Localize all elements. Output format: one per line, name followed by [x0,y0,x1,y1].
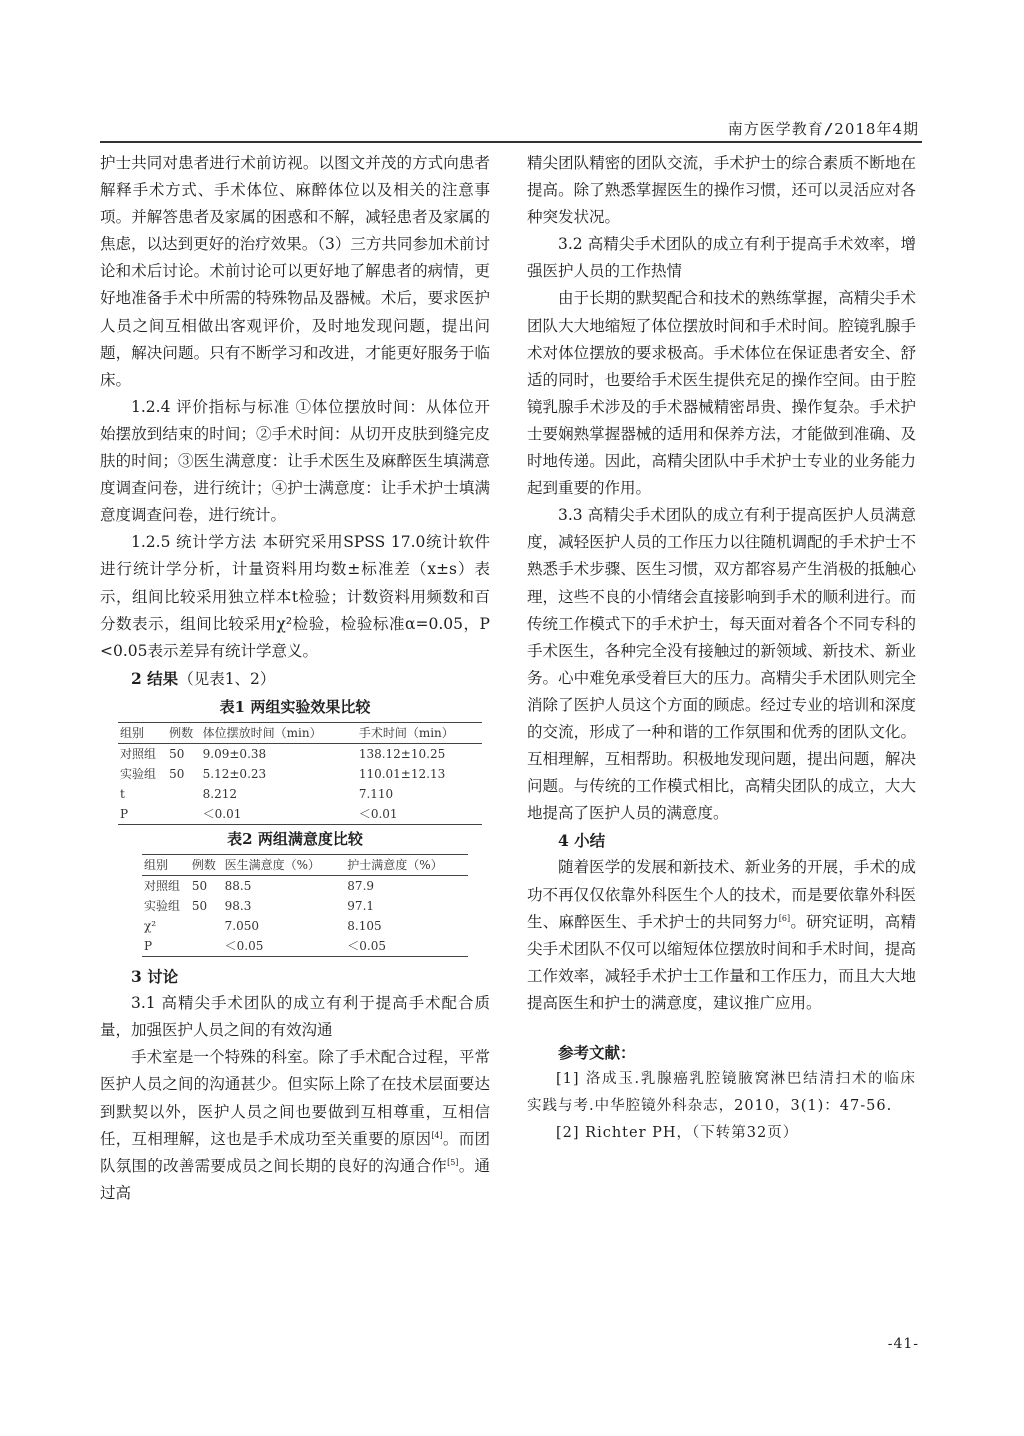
reference-item: [2] Richter PH，（下转第32页） [556,1125,799,1142]
references-heading: 参考文献： [558,1043,636,1062]
section-3-1-heading: 3.1 高精尖手术团队的成立有利于提高手术配合质量，加强医护人员之间的有效沟通 [100,994,490,1040]
table-row [142,916,468,936]
table-cell: 8.212 [202,786,238,801]
table-cell: ＜0.05 [345,936,468,957]
results-heading [100,665,490,693]
table-cell: 138.12±10.25 [358,746,446,761]
left-column [100,150,490,1207]
col-header: 组别 [142,855,190,876]
table-cell: 对照组 [144,879,181,894]
text-run: 。通过高 [100,1156,490,1202]
section-body: 减轻医护人员的工作压力以往随机调配的手术护士不熟悉手术步骤、医生习惯，双方都容易产生消极的抵触心理，这些不良的小情绪会直接影响到手术的顺利进行。而传统工作模式下的手术护士，每天面对着各个不同专科的手术医生，各种完全没有接触过的新领域、新技术、新业务。心中难免承受着巨大的压力。高精尖手术团队则完全消除了医护人员这个方面的顾虑。经过专业的培训和深度的交流，形成了一种和谐的工作氛围和优秀的团队文化。互相理解，互相帮助。积极地发现问题，提出问题，解决问题。与传统的工作模式相比，高精尖团队的成立，大大地提高了医护人员的满意度。 [527,533,916,823]
table-cell: 50 [191,899,208,914]
section-3-3 [527,502,916,827]
table-cell [190,936,223,957]
table-cell: 97.1 [347,899,375,914]
table-row [118,784,482,804]
text-run: 手术室是一个特殊的科室。除了手术配合过程，平常医护人员之间的沟通甚少。但实际上除了在技术层面要达到默契以外，医护人员之间也要做到互相尊重，互相信任，互相理解，这也是手术成功至关重要的原因 [100,1048,490,1148]
table-cell [190,916,223,936]
section-3-1-body [100,1044,490,1207]
table-cell: 88.5 [224,879,252,894]
table-cell: 7.110 [358,786,394,801]
table-cell: ＜0.05 [223,936,346,957]
reference-item: [1] 洛成玉.乳腺癌乳腔镜腋窝淋巴结清扫术的临床实践与考.中华腔镜外科杂志，2010，3(1)：47-56. [527,1071,916,1115]
running-header [728,118,919,139]
table-1-caption: 表1 两组实验效果比较 [219,697,371,716]
summary-heading: 4 小结 [558,831,606,851]
table-row [142,896,468,916]
col-header: 手术时间（min） [357,722,482,743]
citation: [4] [431,1130,443,1140]
table-row [142,876,468,897]
table-cell: P [118,804,167,825]
text-run: 。研究证明，高精尖手术团队不仅可以缩短体位摆放时间和手术时间，提高工作效率，减轻手术护士工作量和工作压力，而且大大地提高医生和护士的满意度，建议推广应用。 [527,912,916,1012]
table-cell: 50 [191,879,208,894]
section-1-2-5 [100,529,490,664]
table-cell [167,784,201,804]
col-header: 例数 [190,855,223,876]
table-cell: ＜0.01 [357,804,482,825]
table-cell: 50 [169,766,185,781]
table-cell: 9.09±0.38 [202,746,267,761]
text-run: 。而团队氛围的改善需要成员之间长期的良好的沟通合作 [100,1129,490,1175]
table-cell: 5.12±0.23 [202,766,267,781]
table-cell: 实验组 [144,899,181,914]
section-heading: 1.2.5 统计学方法 [131,533,257,552]
table-cell: t [120,786,125,801]
section-1-2-4 [100,394,490,529]
text-run: 随着医学的发展和新技术、新业务的开展，手术的成功不再仅仅依靠外科医生个人的技术，而是要依靠外科医生、麻醉医生、手术护士的共同努力 [527,858,916,931]
page-number: -41- [887,1336,919,1352]
table-cell: 98.3 [224,899,252,914]
discussion-heading: 3 讨论 [131,967,179,987]
table-row [118,743,482,764]
table-cell: 7.050 [224,919,259,934]
section-body: 本研究采用SPSS 17.0统计软件进行统计学分析，计量资料用均数±标准差（x±s）表示，组间比较采用独立样本t检验；计数资料用频数和百分数表示，组间比较采用χ²检验，检验标准α=0.05，P <0.05表示差异有统计学意义。 [100,533,490,660]
table-cell: 50 [169,746,185,761]
table-cell: 8.105 [347,919,382,934]
table-cell: ＜0.01 [201,804,357,825]
paragraph: 精尖团队精密的团队交流，手术护士的综合素质不断地在提高。除了熟悉掌握医生的操作习惯，还可以灵活应对各种突发状况。 [527,154,916,227]
section-body: ①体位摆放时间：从体位开始摆放到结束的时间；②手术时间：从切开皮肤到缝完皮肤的时间；③医生满意度：让手术医生及麻醉医生填满意度调查问卷，进行统计；④护士满意度：让手术护士填满意度调查问卷，进行统计。 [100,397,490,525]
table-cell: P [142,936,190,957]
journal-name: 南方医学教育 [727,120,824,138]
table-header-row [118,722,482,743]
issue-label: 2018年4期 [834,120,919,138]
header-rule [100,141,922,143]
section-3-2-body: 由于长期的默契配合和技术的熟练掌握，高精尖手术团队大大地缩短了体位摆放时间和手术时间。腔镜乳腺手术对体位摆放的要求极高。手术体位在保证患者安全、舒适的同时，也要给手术医生提供充足的操作空间。由于腔镜乳腺手术涉及的手术器械精密昂贵、操作复杂。手术护士要娴熟掌握器械的适用和保养方法，才能做到准确、及时地传递。因此，高精尖团队中手术护士专业的业务能力起到重要的作用。 [527,289,916,498]
table-2-caption: 表2 两组满意度比较 [227,829,363,848]
table-cell: 87.9 [347,879,375,894]
table-2 [142,854,468,957]
table-1 [118,722,482,825]
table-cell: χ² [144,919,157,934]
table-cell: 110.01±12.13 [358,766,446,781]
table-cell: 实验组 [120,766,157,781]
table-header-row [142,855,468,876]
table-row [118,804,482,825]
section-heading: 1.2.4 评价指标与标准 [131,397,290,416]
table-cell [167,804,201,825]
col-header: 医生满意度（%） [223,855,346,876]
header-divider: / [825,120,833,138]
citation: [5] [447,1157,459,1167]
col-header: 体位摆放时间（min） [201,722,357,743]
results-note: （见表1、2） [178,669,276,688]
col-header: 组别 [118,722,167,743]
col-header: 例数 [167,722,201,743]
citation: [6] [778,913,791,923]
section-heading: 3.3 高精尖手术团队的成立有利于提高医护人员满意度， [527,506,916,552]
table-row [142,936,468,957]
section-heading: 2 结果 [131,668,179,688]
table-row [118,764,482,784]
paragraph: 护士共同对患者进行术前访视。以图文并茂的方式向患者解释手术方式、手术体位、麻醉体位以及相关的注意事项。并解答患者及家属的困惑和不解，减轻患者及家属的焦虑，以达到更好的治疗效果。（3）三方共同参加术前讨论和术后讨论。术前讨论可以更好地了解患者的病情，更好地准备手术中所需的特殊物品及器械。术后，要求医护人员之间互相做出客观评价，及时地发现问题，提出问题，解决问题。只有不断学习和改进，才能更好服务于临床。 [100,154,490,389]
table-cell: 对照组 [120,746,157,761]
summary-body [527,854,916,1017]
section-3-2-heading: 3.2 高精尖手术团队的成立有利于提高手术效率，增强医护人员的工作热情 [527,235,916,281]
col-header: 护士满意度（%） [345,855,468,876]
right-column [527,150,916,1147]
